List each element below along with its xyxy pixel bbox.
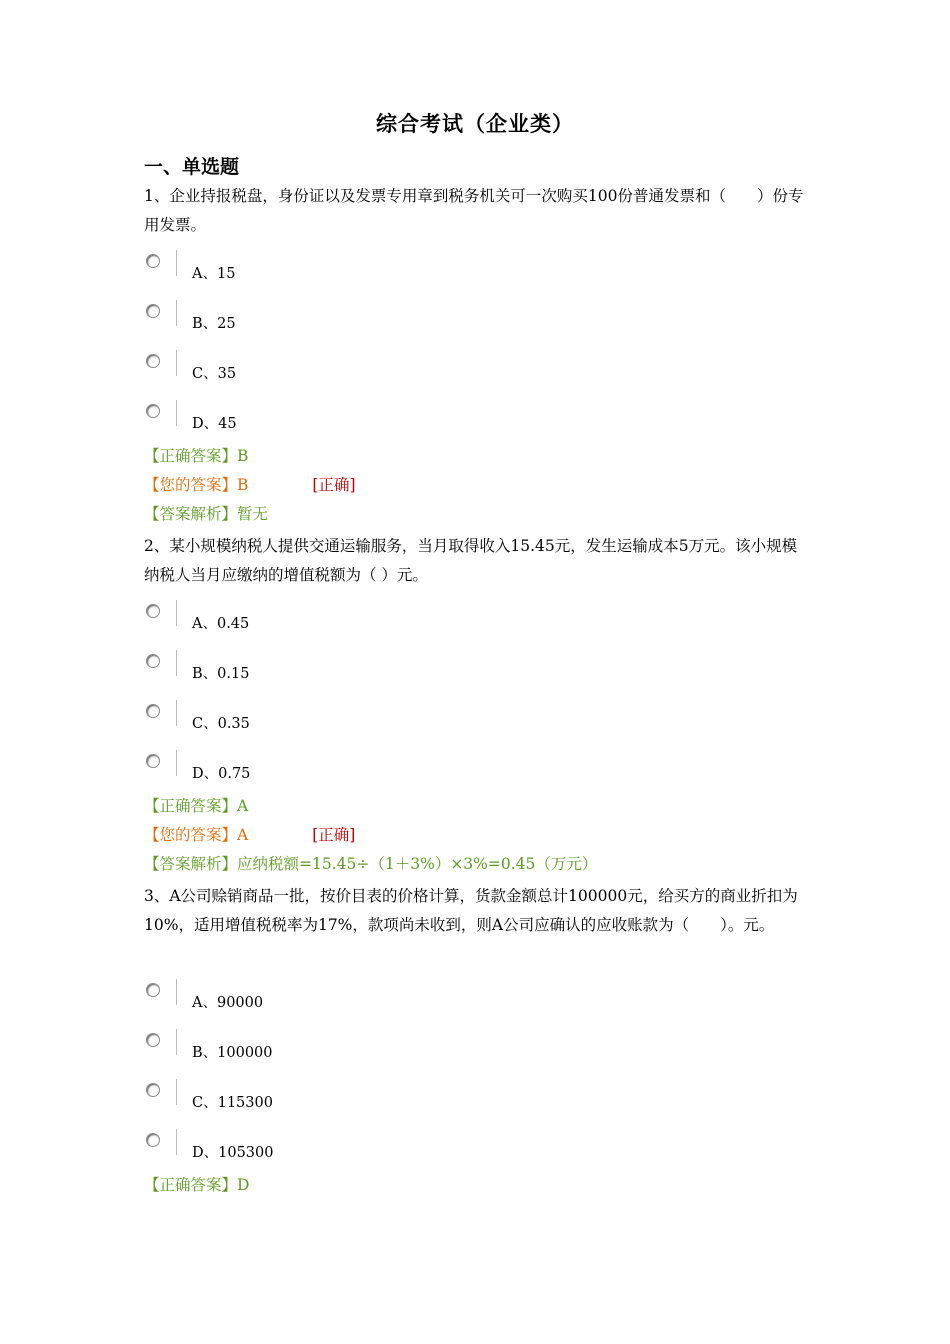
question-2-correct-answer <box>144 794 248 816</box>
option-label: B、25 <box>192 316 236 332</box>
page-title: 综合考试（企业类） <box>376 112 574 136</box>
answer-verdict: [正确] <box>312 476 356 494</box>
answer-verdict: [正确] <box>312 826 356 844</box>
radio-button-icon[interactable] <box>146 983 160 997</box>
question-3-stem: 3、A公司赊销商品一批，按价目表的价格计算，货款金额总计100000元，给买方的商业折扣为10%，适用增值税税率为17%，款项尚未收到，则A公司应确认的应收账款为（ ）。元。 <box>144 887 798 934</box>
radio-button-icon[interactable] <box>146 1083 160 1097</box>
analysis-text: 暂无 <box>237 505 269 523</box>
option-divider <box>176 1029 177 1055</box>
radio-button-icon[interactable] <box>146 404 160 418</box>
option-divider <box>176 750 177 776</box>
option-label: C、115300 <box>192 1095 273 1111</box>
question-1-stem: 1、企业持报税盘，身份证以及发票专用章到税务机关可一次购买100份普通发票和（ ）份专用发票。 <box>144 187 804 234</box>
question-3-option-d[interactable] <box>144 1129 444 1165</box>
question-1-option-b[interactable] <box>144 300 444 336</box>
option-label: D、45 <box>192 416 237 432</box>
option-divider <box>176 979 177 1005</box>
option-divider <box>176 1079 177 1105</box>
analysis-label: 【答案解析】 <box>144 505 238 523</box>
option-label: D、105300 <box>192 1145 274 1161</box>
option-label: A、90000 <box>192 995 264 1011</box>
section-heading: 一、单选题 <box>144 156 240 178</box>
question-1-your-answer <box>144 473 356 495</box>
question-2-your-answer <box>144 823 355 845</box>
analysis-text: 应纳税额=15.45÷（1＋3%）×3%=0.45（万元） <box>237 855 598 873</box>
option-divider <box>176 650 177 676</box>
radio-button-icon[interactable] <box>146 704 160 718</box>
question-2-stem: 2、某小规模纳税人提供交通运输服务，当月取得收入15.45元，发生运输成本5万元。该小规模纳税人当月应缴纳的增值税额为（ ）元。 <box>144 537 798 584</box>
question-1-analysis <box>144 502 268 524</box>
question-2-option-c[interactable] <box>144 700 444 736</box>
option-label: B、100000 <box>192 1045 273 1061</box>
question-3-option-c[interactable] <box>144 1079 444 1115</box>
correct-answer-label: 【正确答案】 <box>144 1176 238 1194</box>
option-divider <box>176 350 177 376</box>
question-3-option-a[interactable] <box>144 979 444 1015</box>
your-answer-label: 【您的答案】 <box>144 476 238 494</box>
radio-button-icon[interactable] <box>146 1133 160 1147</box>
question-1-option-d[interactable] <box>144 400 444 436</box>
option-divider <box>176 300 177 326</box>
analysis-label: 【答案解析】 <box>144 855 238 873</box>
option-label: A、0.45 <box>192 616 250 632</box>
question-2-option-a[interactable] <box>144 600 444 636</box>
radio-button-icon[interactable] <box>146 654 160 668</box>
option-divider <box>176 600 177 626</box>
question-1-option-a[interactable] <box>144 250 444 286</box>
question-3-option-b[interactable] <box>144 1029 444 1065</box>
option-label: B、0.15 <box>192 666 250 682</box>
option-label: C、0.35 <box>192 716 250 732</box>
radio-button-icon[interactable] <box>146 254 160 268</box>
radio-button-icon[interactable] <box>146 304 160 318</box>
option-label: D、0.75 <box>192 766 251 782</box>
your-answer-value: A <box>237 826 249 844</box>
correct-answer-value: D <box>237 1176 250 1194</box>
question-1-correct-answer <box>144 444 248 466</box>
question-1-option-c[interactable] <box>144 350 444 386</box>
question-2-option-b[interactable] <box>144 650 444 686</box>
radio-button-icon[interactable] <box>146 354 160 368</box>
correct-answer-label: 【正确答案】 <box>144 797 238 815</box>
option-divider <box>176 1129 177 1155</box>
question-3-correct-answer <box>144 1173 249 1195</box>
option-label: A、15 <box>192 266 236 282</box>
correct-answer-label: 【正确答案】 <box>144 447 238 465</box>
option-divider <box>176 700 177 726</box>
option-divider <box>176 400 177 426</box>
your-answer-value: B <box>237 476 249 494</box>
correct-answer-value: B <box>237 447 249 465</box>
your-answer-label: 【您的答案】 <box>144 826 238 844</box>
radio-button-icon[interactable] <box>146 1033 160 1047</box>
question-2-option-d[interactable] <box>144 750 444 786</box>
radio-button-icon[interactable] <box>146 754 160 768</box>
option-divider <box>176 250 177 276</box>
question-2-analysis <box>144 852 597 874</box>
radio-button-icon[interactable] <box>146 604 160 618</box>
correct-answer-value: A <box>237 797 249 815</box>
option-label: C、35 <box>192 366 237 382</box>
